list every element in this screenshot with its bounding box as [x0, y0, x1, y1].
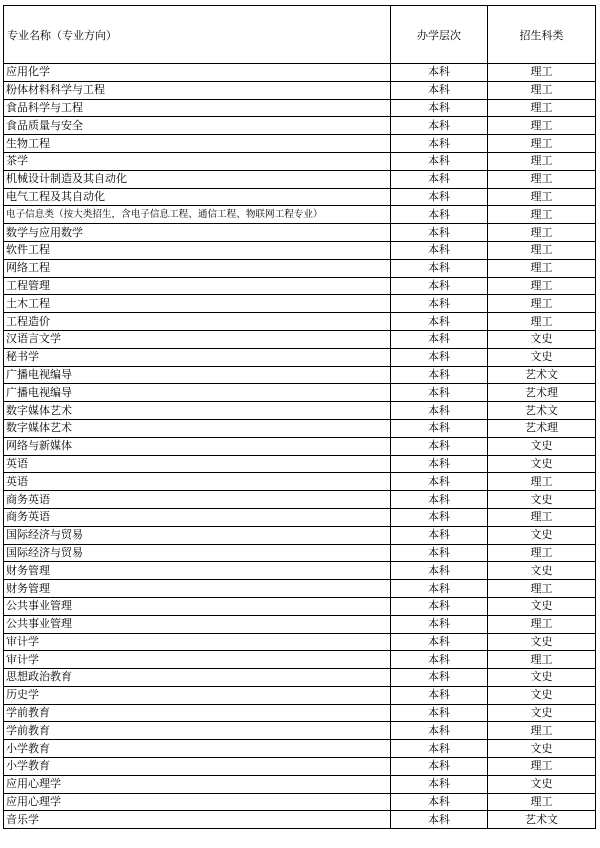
- major-name-cell: 学前教育: [4, 704, 391, 722]
- major-name-cell: 应用心理学: [4, 793, 391, 811]
- major-name-cell: 商务英语: [4, 508, 391, 526]
- major-name-cell: 商务英语: [4, 491, 391, 509]
- level-cell: 本科: [391, 384, 488, 402]
- major-name-cell: 秘书学: [4, 348, 391, 366]
- table-row: [4, 295, 596, 313]
- category-cell: 理工: [488, 81, 596, 99]
- category-cell: 理工: [488, 64, 596, 82]
- level-cell: 本科: [391, 473, 488, 491]
- level-cell: 本科: [391, 188, 488, 206]
- header-category: 招生科类: [488, 6, 596, 64]
- table-row: [4, 633, 596, 651]
- table-row: [4, 170, 596, 188]
- header-level: 办学层次: [391, 6, 488, 64]
- table-body: [4, 64, 596, 829]
- level-cell: 本科: [391, 669, 488, 687]
- category-cell: 文史: [488, 686, 596, 704]
- table-row: [4, 135, 596, 153]
- major-name-cell: 小学教育: [4, 758, 391, 776]
- category-cell: 艺术文: [488, 811, 596, 829]
- table-row: [4, 259, 596, 277]
- category-cell: 理工: [488, 170, 596, 188]
- major-name-cell: 国际经济与贸易: [4, 544, 391, 562]
- level-cell: 本科: [391, 686, 488, 704]
- category-cell: 理工: [488, 259, 596, 277]
- category-cell: 理工: [488, 313, 596, 331]
- major-name-cell: 汉语言文学: [4, 330, 391, 348]
- table-row: [4, 491, 596, 509]
- major-name-cell: 生物工程: [4, 135, 391, 153]
- category-cell: 理工: [488, 508, 596, 526]
- table-row: [4, 775, 596, 793]
- level-cell: 本科: [391, 64, 488, 82]
- table-row: [4, 597, 596, 615]
- table-row: [4, 811, 596, 829]
- major-name-cell: 电气工程及其自动化: [4, 188, 391, 206]
- level-cell: 本科: [391, 117, 488, 135]
- level-cell: 本科: [391, 99, 488, 117]
- table-row: [4, 241, 596, 259]
- table-row: [4, 651, 596, 669]
- category-cell: 文史: [488, 526, 596, 544]
- level-cell: 本科: [391, 277, 488, 295]
- level-cell: 本科: [391, 402, 488, 420]
- table-row: [4, 64, 596, 82]
- major-name-cell: 机械设计制造及其自动化: [4, 170, 391, 188]
- category-cell: 文史: [488, 597, 596, 615]
- table-row: [4, 117, 596, 135]
- level-cell: 本科: [391, 580, 488, 598]
- table-row: [4, 224, 596, 242]
- major-name-cell: 思想政治教育: [4, 669, 391, 687]
- level-cell: 本科: [391, 437, 488, 455]
- table-row: [4, 722, 596, 740]
- table-row: [4, 402, 596, 420]
- table-row: [4, 704, 596, 722]
- major-name-cell: 历史学: [4, 686, 391, 704]
- level-cell: 本科: [391, 704, 488, 722]
- level-cell: 本科: [391, 241, 488, 259]
- table-row: [4, 188, 596, 206]
- table-row: [4, 313, 596, 331]
- category-cell: 文史: [488, 669, 596, 687]
- major-name-cell: 土木工程: [4, 295, 391, 313]
- major-name-cell: 国际经济与贸易: [4, 526, 391, 544]
- category-cell: 理工: [488, 224, 596, 242]
- header-row: [4, 6, 596, 64]
- level-cell: 本科: [391, 170, 488, 188]
- major-name-cell: 财务管理: [4, 562, 391, 580]
- major-name-cell: 广播电视编导: [4, 384, 391, 402]
- major-name-cell: 公共事业管理: [4, 597, 391, 615]
- level-cell: 本科: [391, 313, 488, 331]
- category-cell: 艺术理: [488, 384, 596, 402]
- table-row: [4, 348, 596, 366]
- category-cell: 理工: [488, 651, 596, 669]
- category-cell: 理工: [488, 206, 596, 224]
- major-name-cell: 英语: [4, 473, 391, 491]
- level-cell: 本科: [391, 615, 488, 633]
- category-cell: 理工: [488, 758, 596, 776]
- table-row: [4, 758, 596, 776]
- table-row: [4, 580, 596, 598]
- majors-document: [3, 5, 595, 829]
- table-row: [4, 562, 596, 580]
- table-row: [4, 544, 596, 562]
- category-cell: 艺术文: [488, 366, 596, 384]
- level-cell: 本科: [391, 651, 488, 669]
- category-cell: 理工: [488, 580, 596, 598]
- major-name-cell: 音乐学: [4, 811, 391, 829]
- major-name-cell: 公共事业管理: [4, 615, 391, 633]
- category-cell: 理工: [488, 135, 596, 153]
- category-cell: 文史: [488, 330, 596, 348]
- table-row: [4, 81, 596, 99]
- major-name-cell: 食品科学与工程: [4, 99, 391, 117]
- category-cell: 文史: [488, 562, 596, 580]
- major-name-cell: 审计学: [4, 633, 391, 651]
- category-cell: 文史: [488, 491, 596, 509]
- major-name-cell: 学前教育: [4, 722, 391, 740]
- level-cell: 本科: [391, 491, 488, 509]
- level-cell: 本科: [391, 633, 488, 651]
- level-cell: 本科: [391, 597, 488, 615]
- table-row: [4, 473, 596, 491]
- table-row: [4, 686, 596, 704]
- level-cell: 本科: [391, 206, 488, 224]
- major-name-cell: 工程管理: [4, 277, 391, 295]
- major-name-cell: 粉体材料科学与工程: [4, 81, 391, 99]
- level-cell: 本科: [391, 775, 488, 793]
- table-row: [4, 455, 596, 473]
- level-cell: 本科: [391, 455, 488, 473]
- level-cell: 本科: [391, 348, 488, 366]
- category-cell: 文史: [488, 437, 596, 455]
- category-cell: 理工: [488, 188, 596, 206]
- majors-table: [3, 5, 596, 829]
- major-name-cell: 数字媒体艺术: [4, 402, 391, 420]
- category-cell: 理工: [488, 117, 596, 135]
- level-cell: 本科: [391, 135, 488, 153]
- category-cell: 文史: [488, 348, 596, 366]
- category-cell: 艺术理: [488, 419, 596, 437]
- major-name-cell: 工程造价: [4, 313, 391, 331]
- major-name-cell: 广播电视编导: [4, 366, 391, 384]
- category-cell: 理工: [488, 99, 596, 117]
- category-cell: 理工: [488, 295, 596, 313]
- major-name-cell: 食品质量与安全: [4, 117, 391, 135]
- category-cell: 文史: [488, 775, 596, 793]
- category-cell: 理工: [488, 544, 596, 562]
- level-cell: 本科: [391, 526, 488, 544]
- category-cell: 文史: [488, 704, 596, 722]
- major-name-cell: 审计学: [4, 651, 391, 669]
- table-row: [4, 384, 596, 402]
- major-name-cell: 财务管理: [4, 580, 391, 598]
- table-row: [4, 206, 596, 224]
- category-cell: 理工: [488, 277, 596, 295]
- table-row: [4, 277, 596, 295]
- major-name-cell: 电子信息类（按大类招生，含电子信息工程、通信工程、物联网工程专业）: [4, 206, 391, 224]
- level-cell: 本科: [391, 295, 488, 313]
- table-row: [4, 330, 596, 348]
- level-cell: 本科: [391, 259, 488, 277]
- level-cell: 本科: [391, 152, 488, 170]
- category-cell: 理工: [488, 722, 596, 740]
- major-name-cell: 小学教育: [4, 740, 391, 758]
- table-row: [4, 740, 596, 758]
- major-name-cell: 数学与应用数学: [4, 224, 391, 242]
- major-name-cell: 应用心理学: [4, 775, 391, 793]
- level-cell: 本科: [391, 722, 488, 740]
- table-row: [4, 615, 596, 633]
- level-cell: 本科: [391, 419, 488, 437]
- table-row: [4, 152, 596, 170]
- level-cell: 本科: [391, 758, 488, 776]
- level-cell: 本科: [391, 81, 488, 99]
- table-row: [4, 669, 596, 687]
- category-cell: 理工: [488, 793, 596, 811]
- level-cell: 本科: [391, 811, 488, 829]
- table-row: [4, 366, 596, 384]
- level-cell: 本科: [391, 224, 488, 242]
- level-cell: 本科: [391, 330, 488, 348]
- table-header: [4, 6, 596, 64]
- table-row: [4, 793, 596, 811]
- category-cell: 理工: [488, 241, 596, 259]
- major-name-cell: 应用化学: [4, 64, 391, 82]
- category-cell: 文史: [488, 740, 596, 758]
- category-cell: 理工: [488, 615, 596, 633]
- major-name-cell: 数字媒体艺术: [4, 419, 391, 437]
- major-name-cell: 英语: [4, 455, 391, 473]
- category-cell: 艺术文: [488, 402, 596, 420]
- level-cell: 本科: [391, 562, 488, 580]
- category-cell: 理工: [488, 152, 596, 170]
- level-cell: 本科: [391, 740, 488, 758]
- major-name-cell: 网络工程: [4, 259, 391, 277]
- major-name-cell: 网络与新媒体: [4, 437, 391, 455]
- category-cell: 文史: [488, 455, 596, 473]
- table-row: [4, 508, 596, 526]
- table-row: [4, 99, 596, 117]
- table-row: [4, 526, 596, 544]
- category-cell: 理工: [488, 473, 596, 491]
- level-cell: 本科: [391, 544, 488, 562]
- level-cell: 本科: [391, 508, 488, 526]
- table-row: [4, 437, 596, 455]
- header-major-name: 专业名称（专业方向）: [4, 6, 391, 64]
- level-cell: 本科: [391, 793, 488, 811]
- category-cell: 文史: [488, 633, 596, 651]
- table-row: [4, 419, 596, 437]
- major-name-cell: 茶学: [4, 152, 391, 170]
- major-name-cell: 软件工程: [4, 241, 391, 259]
- level-cell: 本科: [391, 366, 488, 384]
